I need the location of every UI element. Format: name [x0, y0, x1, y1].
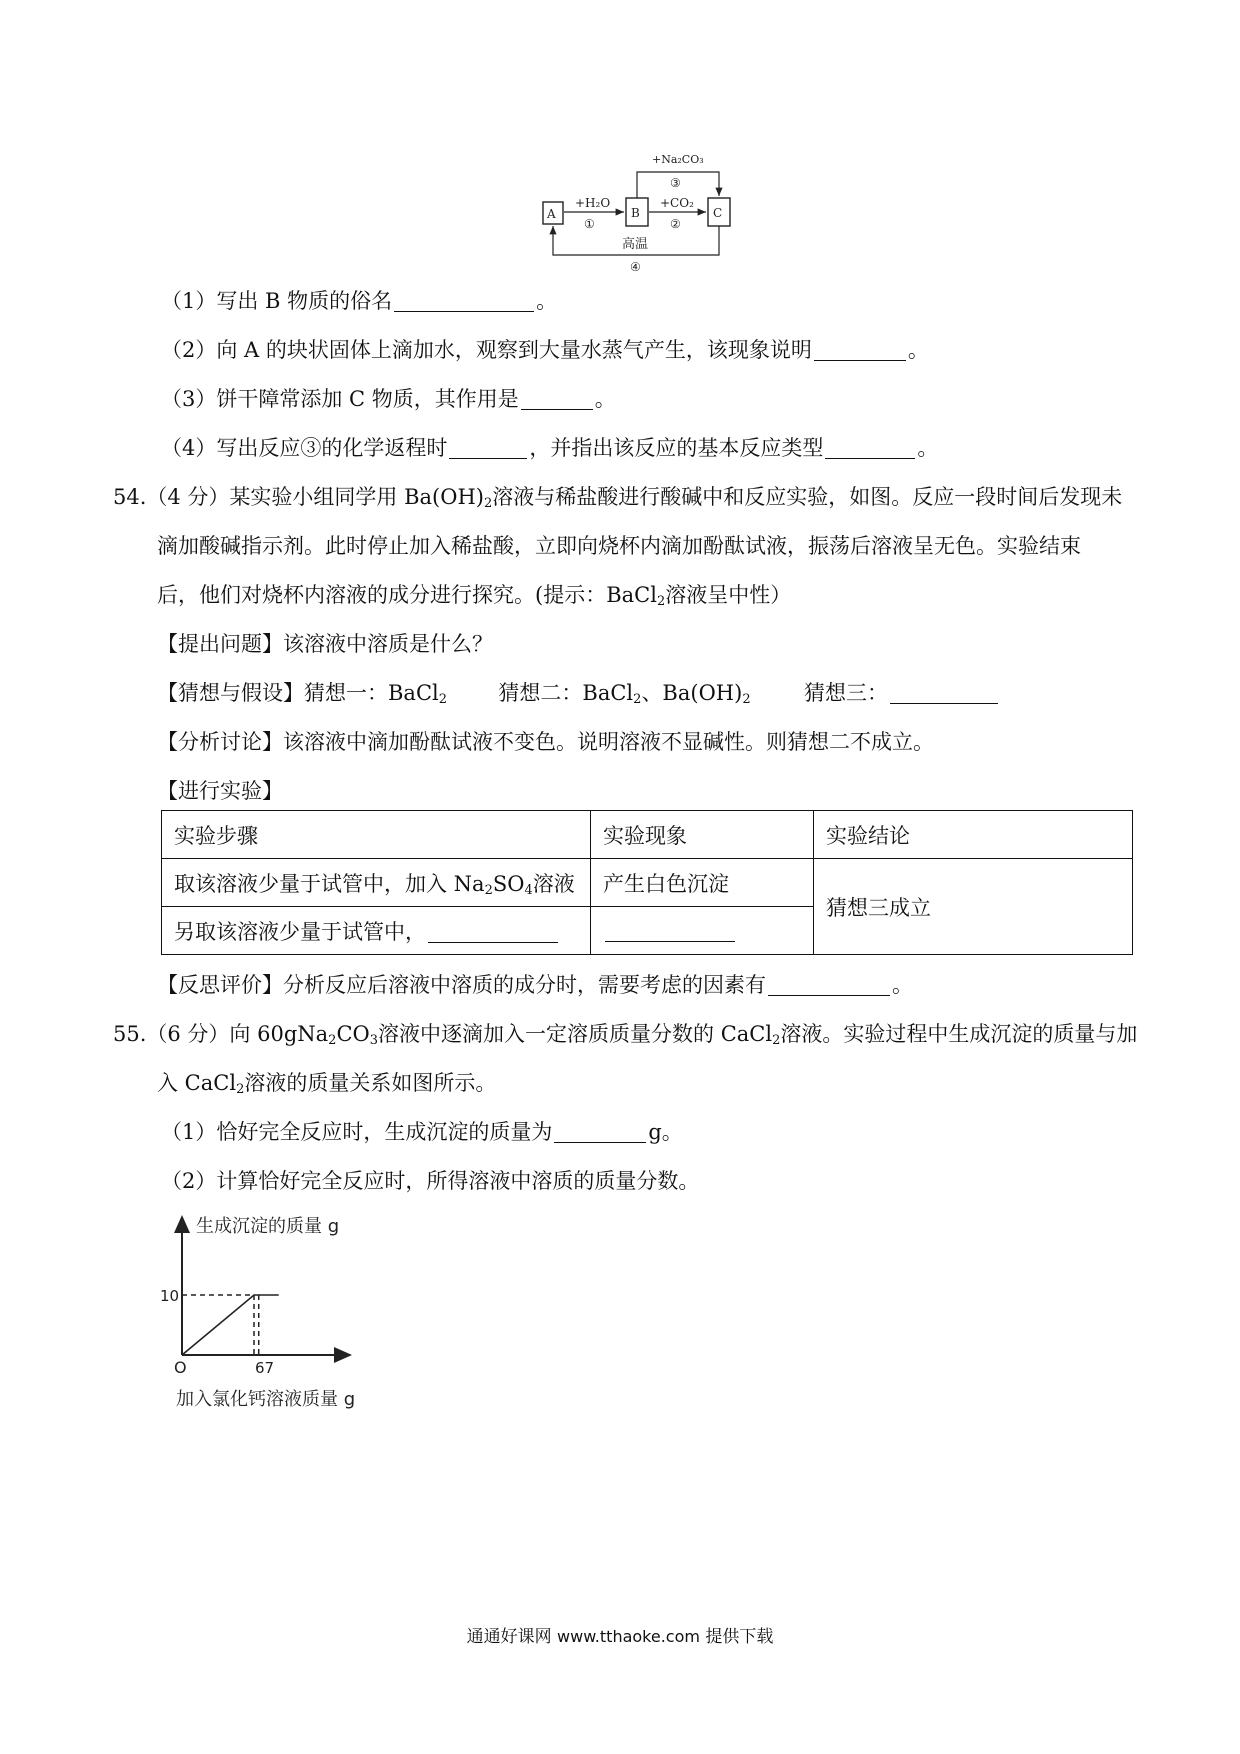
arrow-2-step: ② [670, 217, 681, 231]
q54-reflect-end: 。 [892, 973, 913, 997]
q54-line2 [157, 536, 1081, 557]
hyp-1-text: 【猜想与假设】猜想一：BaCl [157, 681, 439, 705]
q55-line1: 55.（6 分）向 $60gNa_2CO_3$溶液中逐滴加入一定溶质质量分数的 CaCl$_2$溶液。实验过程中生成沉淀的质量与加 [113, 1022, 1138, 1048]
q53-part1-blank [394, 291, 534, 312]
header-observation: 实验现象 [591, 811, 814, 859]
q54-reflect-text: 【反思评价】分析反应后溶液中溶质的成分时，需要考虑的因素有 [157, 973, 766, 997]
q54-line3-a: 后，他们对烧杯内溶液的成分进行探究。(提示：BaCl [157, 583, 657, 607]
hyp-2-sub-a: 2 [633, 692, 642, 707]
hyp-2-text-b: 、Ba(OH) [641, 681, 743, 705]
q54-line3 [157, 583, 792, 609]
hyp-2-sub-b: 2 [742, 692, 751, 707]
row1-steps: 取该溶液少量于试管中，加入 $Na_2SO_4$溶液 [162, 859, 591, 907]
x-axis-label: 加入氯化钙溶液质量 g [176, 1389, 356, 1410]
node-b: B [631, 206, 640, 220]
x-tick-label: 67 [255, 1359, 275, 1377]
q55-part2 [161, 1171, 699, 1192]
arrow-1-label: +H₂O [575, 196, 611, 210]
q54-question [157, 634, 493, 655]
q53-part3-end: 。 [594, 387, 616, 411]
experiment-table [161, 810, 1133, 955]
arrow-3-label: +Na₂CO₃ [652, 153, 704, 166]
q55-part1-text: （1）恰好完全反应时，生成沉淀的质量为 [161, 1120, 553, 1144]
q53-part4-blank-b [825, 438, 915, 459]
data-line [182, 1295, 279, 1355]
row2-steps: 另取该溶液少量于试管中， [162, 907, 591, 955]
table-row [162, 859, 1133, 907]
q54-line1-sub: 2 [483, 496, 493, 511]
q54-analysis-text: 【分析讨论】该溶液中滴加酚酞试液不变色。说明溶液不显碱性。则猜想二不成立。 [157, 730, 934, 754]
footer-url: www.tthaoke.com [557, 1627, 700, 1646]
q54-analysis [157, 732, 934, 753]
q54-reflect [157, 975, 913, 996]
hyp-1-sub: 2 [438, 692, 448, 707]
q54-line3-b: 溶液呈中性） [665, 583, 792, 607]
q54-line2-text: 滴加酸碱指示剂。此时停止加入稀盐酸，立即向烧杯内滴加酚酞试液，振荡后溶液呈无色。实验结束 [157, 534, 1081, 558]
hyp-3-blank [890, 683, 998, 704]
table-header-row [162, 811, 1133, 859]
q54-line1-a: 54.（4 分）某实验小组同学用 Ba(OH) [113, 485, 484, 509]
q53-part3-blank [521, 389, 593, 410]
q54-experiment-heading [157, 781, 283, 802]
q54-question-text: 【提出问题】该溶液中溶质是什么？ [157, 632, 493, 656]
reaction-diagram [0, 0, 1240, 280]
hyp-2-text: 猜想二：BaCl [498, 681, 634, 705]
q53-part3 [161, 389, 616, 410]
row2-observation [591, 907, 814, 955]
q54-line1 [113, 485, 1123, 511]
q53-part4-blank-a [449, 438, 527, 459]
q53-part1-text: （1）写出 B 物质的俗名 [161, 289, 393, 313]
q55-part2-text: （2）计算恰好完全反应时，所得溶液中溶质的质量分数。 [161, 1169, 700, 1193]
footer-tail: 提供下载 [705, 1627, 774, 1647]
page-footer [0, 1622, 1240, 1647]
q53-part1 [161, 291, 557, 312]
q53-part2 [161, 340, 929, 361]
q53-part2-blank [814, 340, 906, 361]
y-axis-label: 生成沉淀的质量 g [196, 1216, 340, 1237]
arrow-3-step: ③ [670, 176, 681, 190]
q53-part4 [161, 438, 938, 459]
node-c: C [713, 206, 723, 220]
q53-part2-text: （2）向 A 的块状固体上滴加水，观察到大量水蒸气产生，该现象说明 [161, 338, 812, 362]
footer-site: 通通好课网 [466, 1627, 552, 1647]
header-steps: 实验步骤 [162, 811, 591, 859]
arrow-4-step: ④ [630, 260, 641, 274]
node-a: A [547, 207, 556, 221]
header-conclusion: 实验结论 [814, 811, 1133, 859]
q53-part2-end: 。 [907, 338, 929, 362]
q53-part4-text-a: （4）写出反应③的化学返程时 [161, 436, 448, 460]
q54-line1-b: 溶液与稀盐酸进行酸碱中和反应实验，如图。反应一段时间后发现未 [492, 485, 1123, 509]
q55-part1-blank [554, 1122, 646, 1143]
row2-steps-blank [428, 922, 558, 943]
arrow-1-step: ① [584, 217, 595, 231]
q53-part1-end: 。 [536, 289, 558, 313]
q53-part4-end: 。 [917, 436, 939, 460]
q53-part3-text: （3）饼干障常添加 C 物质，其作用是 [161, 387, 519, 411]
conclusion-cell: 猜想三成立 [814, 859, 1133, 955]
hyp-3-text: 猜想三： [803, 681, 888, 705]
row1-observation: 产生白色沉淀 [591, 859, 814, 907]
q54-line3-sub: 2 [656, 594, 666, 609]
q55-part1 [161, 1122, 683, 1143]
row2-observation-blank [605, 921, 735, 942]
precipitate-graph [160, 1205, 560, 1445]
arrow-4-label: 高温 [622, 237, 649, 252]
q55-part1-end: g。 [648, 1120, 683, 1144]
origin-label: O [174, 1358, 187, 1377]
y-tick-label: 10 [160, 1287, 180, 1305]
q53-part4-text-b: ，并指出该反应的基本反应类型 [529, 436, 824, 460]
arrow-2-label: +CO₂ [660, 196, 694, 210]
q54-hypothesis [157, 681, 1000, 707]
q55-line2: 入 CaCl$_2$溶液的质量关系如图所示。 [157, 1071, 497, 1097]
q54-reflect-blank [768, 975, 890, 996]
q54-experiment-text: 【进行实验】 [157, 779, 283, 803]
